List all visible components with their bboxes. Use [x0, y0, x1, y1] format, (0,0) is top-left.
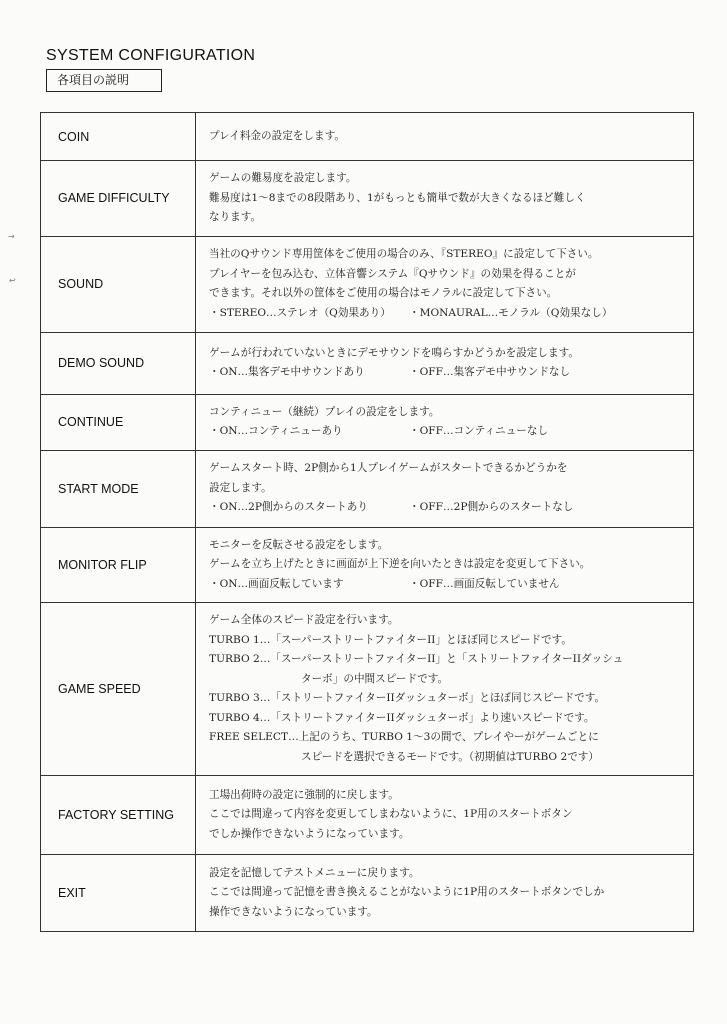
setting-name: SOUND — [41, 236, 196, 332]
setting-description: ゲームの難易度を設定します。 難易度は1～8までの8段階あり、1がもっとも簡単で数が大きくなるほど難しく なります。 — [196, 161, 694, 237]
margin-mark: ↩ — [9, 276, 16, 285]
setting-description: ゲーム全体のスピード設定を行います。 TURBO 1…「スーパーストリートファイターII」とほぼ同じスピードです。 TURBO 2…「スーパーストリートファイターII」と「ストリートファイターIIダッシュ ターボ」の中間スピードです。 TURBO 3…「ストリートファイターIIダッシュターボ」とほぼ同じスピードです。 TURBO 4…「ストリートファイターIIダッシュターボ」より速いスピードです。 FREE SELECT…上記のうち、TURBO 1～3の間で、プレイやーがゲームごとに スピードを選択できるモードです。（初期値はTURBO 2です） — [196, 603, 694, 776]
setting-description: 当社のQサウンド専用筐体をご使用の場合のみ、『STEREO』に設定して下さい。 プレイヤーを包み込む、立体音響システム『Qサウンド』の効果を得ることが できます。それ以外の筐体をご使用の場合はモノラルに設定して下さい。 ・STEREO…ステレオ（Q効果あり） ・MONAURAL…モノラル（Q効果なし） — [196, 236, 694, 332]
margin-mark: → — [8, 232, 15, 241]
setting-name: CONTINUE — [41, 394, 196, 450]
setting-name: GAME DIFFICULTY — [41, 161, 196, 237]
setting-description: 工場出荷時の設定に強制的に戻します。 ここでは間違って内容を変更してしまわないように、1P用のスタートボタン でしか操作できないようになっています。 — [196, 776, 694, 855]
setting-name: COIN — [41, 113, 196, 161]
setting-name: DEMO SOUND — [41, 332, 196, 394]
option-list: ・ON…画面反転しています ・OFF…画面反転していません — [209, 577, 560, 590]
setting-description: プレイ料金の設定をします。 — [196, 113, 694, 161]
option-list: ・ON…2P側からのスタートあり ・OFF…2P側からのスタートなし — [209, 501, 574, 514]
option-list: ・STEREO…ステレオ（Q効果あり） ・MONAURAL…モノラル（Q効果なし） — [209, 306, 613, 319]
setting-description: ゲームスタート時、2P側から1人プレイゲームがスタートできるかどうかを 設定します。 ・ON…2P側からのスタートあり ・OFF…2P側からのスタートなし — [196, 450, 694, 527]
option-list: ・ON…集客デモ中サウンドあり ・OFF…集客デモ中サウンドなし — [209, 366, 571, 378]
table-row — [41, 527, 694, 603]
option-list: ・ON…コンティニューあり ・OFF…コンティニューなし — [209, 425, 549, 437]
table-row — [41, 855, 694, 932]
table-row — [41, 394, 694, 450]
setting-name: MONITOR FLIP — [41, 527, 196, 603]
setting-description: モニターを反転させる設定をします。 ゲームを立ち上げたときに画面が上下逆を向いたときは設定を変更して下さい。 ・ON…画面反転しています ・OFF…画面反転していません — [196, 527, 694, 603]
setting-description: ゲームが行われていないときにデモサウンドを鳴らすかどうかを設定します。 ・ON…集客デモ中サウンドあり ・OFF…集客デモ中サウンドなし — [196, 332, 694, 394]
setting-description: 設定を記憶してテストメニューに戻ります。 ここでは間違って記憶を書き換えることがないように1P用のスタートボタンでしか 操作できないようになっています。 — [196, 855, 694, 932]
page-title: SYSTEM CONFIGURATION — [46, 47, 256, 64]
section-subtitle: 各項目の説明 — [46, 69, 162, 92]
table-row — [41, 776, 694, 855]
table-row — [41, 450, 694, 527]
config-table — [40, 112, 694, 932]
setting-name: START MODE — [41, 450, 196, 527]
setting-name: FACTORY SETTING — [41, 776, 196, 855]
setting-description: コンティニュー（継続）プレイの設定をします。 ・ON…コンティニューあり ・OFF…コンティニューなし — [196, 394, 694, 450]
table-row — [41, 603, 694, 776]
table-row — [41, 161, 694, 237]
table-row — [41, 236, 694, 332]
table-row — [41, 113, 694, 161]
table-row — [41, 332, 694, 394]
setting-name: EXIT — [41, 855, 196, 932]
setting-name: GAME SPEED — [41, 603, 196, 776]
